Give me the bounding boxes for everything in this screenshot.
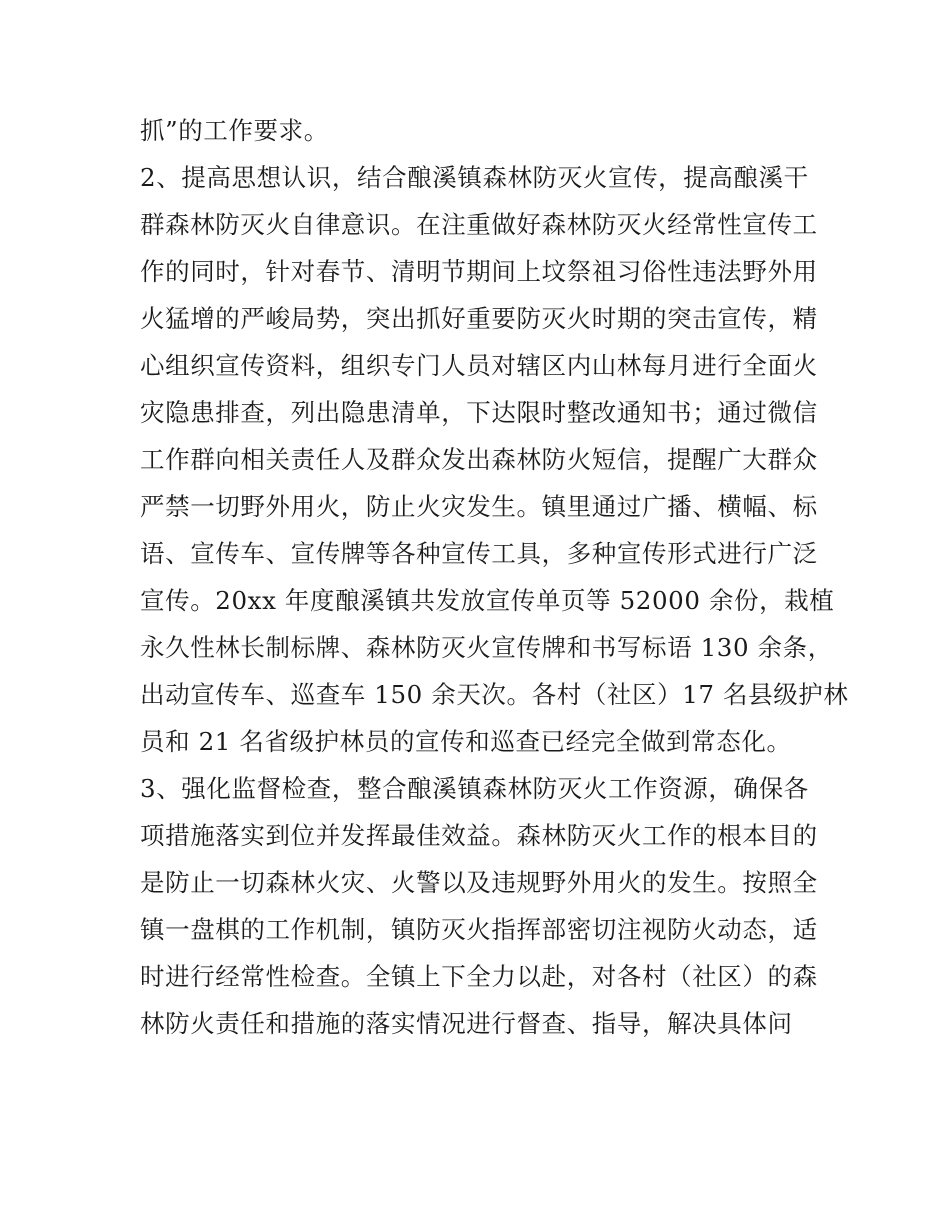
text-line-12: 永久性林长制标牌、森林防灭火宣传牌和书写标语 130 余条，: [140, 633, 833, 662]
text-line-20: 林防火责任和措施的落实情况进行督查、指导，解决具体问: [140, 1009, 793, 1038]
text-line-18: 镇一盘棋的工作机制，镇防灭火指挥部密切注视防火动态，适: [140, 915, 818, 944]
text-line-17: 是防止一切森林火灾、火警以及违规野外用火的发生。按照全: [140, 868, 818, 897]
text-line-16: 项措施落实到位并发挥最佳效益。森林防灭火工作的根本目的: [140, 821, 818, 850]
text-line-1: 抓”的工作要求。: [140, 116, 329, 145]
text-line-7: 灾隐患排查，列出隐患清单，下达限时整改通知书；通过微信: [140, 398, 818, 427]
text-line-14: 员和 21 名省级护林员的宣传和巡查已经完全做到常态化。: [140, 727, 792, 756]
text-line-15: 3、强化监督检查，整合酿溪镇森林防灭火工作资源，确保各: [140, 774, 809, 803]
text-line-11: 宣传。20xx 年度酿溪镇共发放宣传单页等 52000 余份，栽植: [140, 586, 835, 615]
document-body: [140, 107, 849, 1047]
text-line-3: 群森林防灭火自律意识。在注重做好森林防灭火经常性宣传工: [140, 210, 818, 239]
text-line-19: 时进行经常性检查。全镇上下全力以赴，对各村（社区）的森: [140, 962, 818, 991]
text-line-6: 心组织宣传资料，组织专门人员对辖区内山林每月进行全面火: [140, 351, 818, 380]
text-line-9: 严禁一切野外用火，防止火灾发生。镇里通过广播、横幅、标: [140, 492, 818, 521]
text-line-10: 语、宣传车、宣传牌等各种宣传工具，多种宣传形式进行广泛: [140, 539, 818, 568]
text-line-8: 工作群向相关责任人及群众发出森林防火短信，提醒广大群众: [140, 445, 818, 474]
text-line-13: 出动宣传车、巡查车 150 余天次。各村（社区）17 名县级护林: [140, 680, 849, 709]
text-line-5: 火猛增的严峻局势，突出抓好重要防灭火时期的突击宣传，精: [140, 304, 818, 333]
text-line-2: 2、提高思想认识，结合酿溪镇森林防灭火宣传，提高酿溪干: [140, 163, 809, 192]
text-line-4: 作的同时，针对春节、清明节期间上坟祭祖习俗性违法野外用: [140, 257, 818, 286]
